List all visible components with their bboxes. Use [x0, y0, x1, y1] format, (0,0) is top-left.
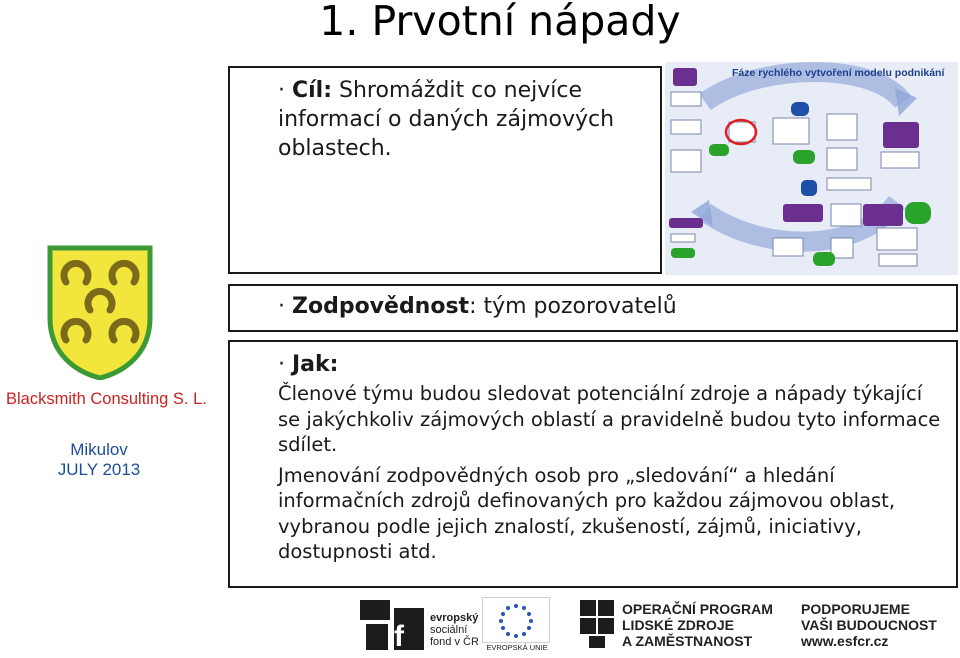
coat-of-arms-logo [44, 244, 156, 380]
eu-label: EVROPSKÁ UNIE [486, 643, 548, 652]
svg-text:f: f [394, 620, 404, 653]
process-diagram-graphic [665, 62, 958, 275]
esf-logo-icon [358, 596, 428, 654]
operational-program [622, 601, 773, 649]
goal-text [278, 76, 646, 163]
method-label: Jak: [292, 352, 339, 377]
responsibility-text [278, 292, 940, 321]
event-date: JULY 2013 [57, 460, 141, 479]
goal-bullet: · [278, 78, 285, 103]
esf-caption-line-2: sociální [430, 624, 468, 636]
company-name: Blacksmith Consulting S. L. [6, 390, 207, 408]
esf-website-link[interactable]: www.esfcr.cz [801, 633, 889, 649]
goal-label: Cíl: [292, 78, 333, 103]
responsibility-description: : tým pozorovatelů [469, 294, 677, 319]
program-line-3: A ZAMĚSTNANOST [622, 633, 753, 649]
method-heading [278, 350, 942, 379]
location-date [4, 440, 194, 480]
esf-caption-line-1: evropský [430, 612, 479, 624]
method-box [228, 340, 958, 588]
process-diagram [665, 62, 958, 275]
slogan-line-2: VAŠI BUDOUCNOST [801, 617, 937, 633]
eu-flag-logo [482, 597, 550, 643]
esf-caption [430, 612, 479, 648]
goal-description: Shromáždit co nejvíce informací o daných zájmových oblastech. [278, 78, 615, 161]
page-title: 1. Prvotní nápady [319, 0, 681, 45]
program-line-1: OPERAČNÍ PROGRAM [622, 601, 773, 617]
eu-stars-icon [483, 598, 549, 642]
support-slogan [801, 601, 937, 649]
method-bullet: · [278, 352, 285, 377]
method-paragraph-1: Členové týmu budou sledovat potenciální zdroje a nápady týkající se jakýchkoliv zájmových oblastí a pravidelně budou tyto informace sdílet. [278, 382, 941, 456]
oplz-puzzle-icon [578, 598, 618, 650]
responsibility-box [228, 284, 958, 332]
esf-caption-line-3: fond v ČR [430, 636, 479, 648]
goal-box [228, 66, 662, 274]
slogan-line-1: PODPORUJEME [801, 601, 910, 617]
program-line-2: LIDSKÉ ZDROJE [622, 617, 735, 633]
diagram-title: Fáze rychlého vytvoření modelu podnikání [732, 67, 945, 79]
footer-logos [358, 592, 938, 656]
horseshoe-crest-icon [44, 244, 156, 380]
responsibility-bullet: · [278, 294, 285, 319]
city-name: Mikulov [70, 440, 128, 459]
responsibility-label: Zodpovědnost [292, 294, 470, 319]
method-paragraph-2: Jmenování zodpovědných osob pro „sledování“ a hledání informačních zdrojů definovaných pro každou zájmovou oblast, vybranou podle jejich znalostí, zkušeností, zájmů, iniciativy, dostupnosti atd. [278, 463, 896, 563]
